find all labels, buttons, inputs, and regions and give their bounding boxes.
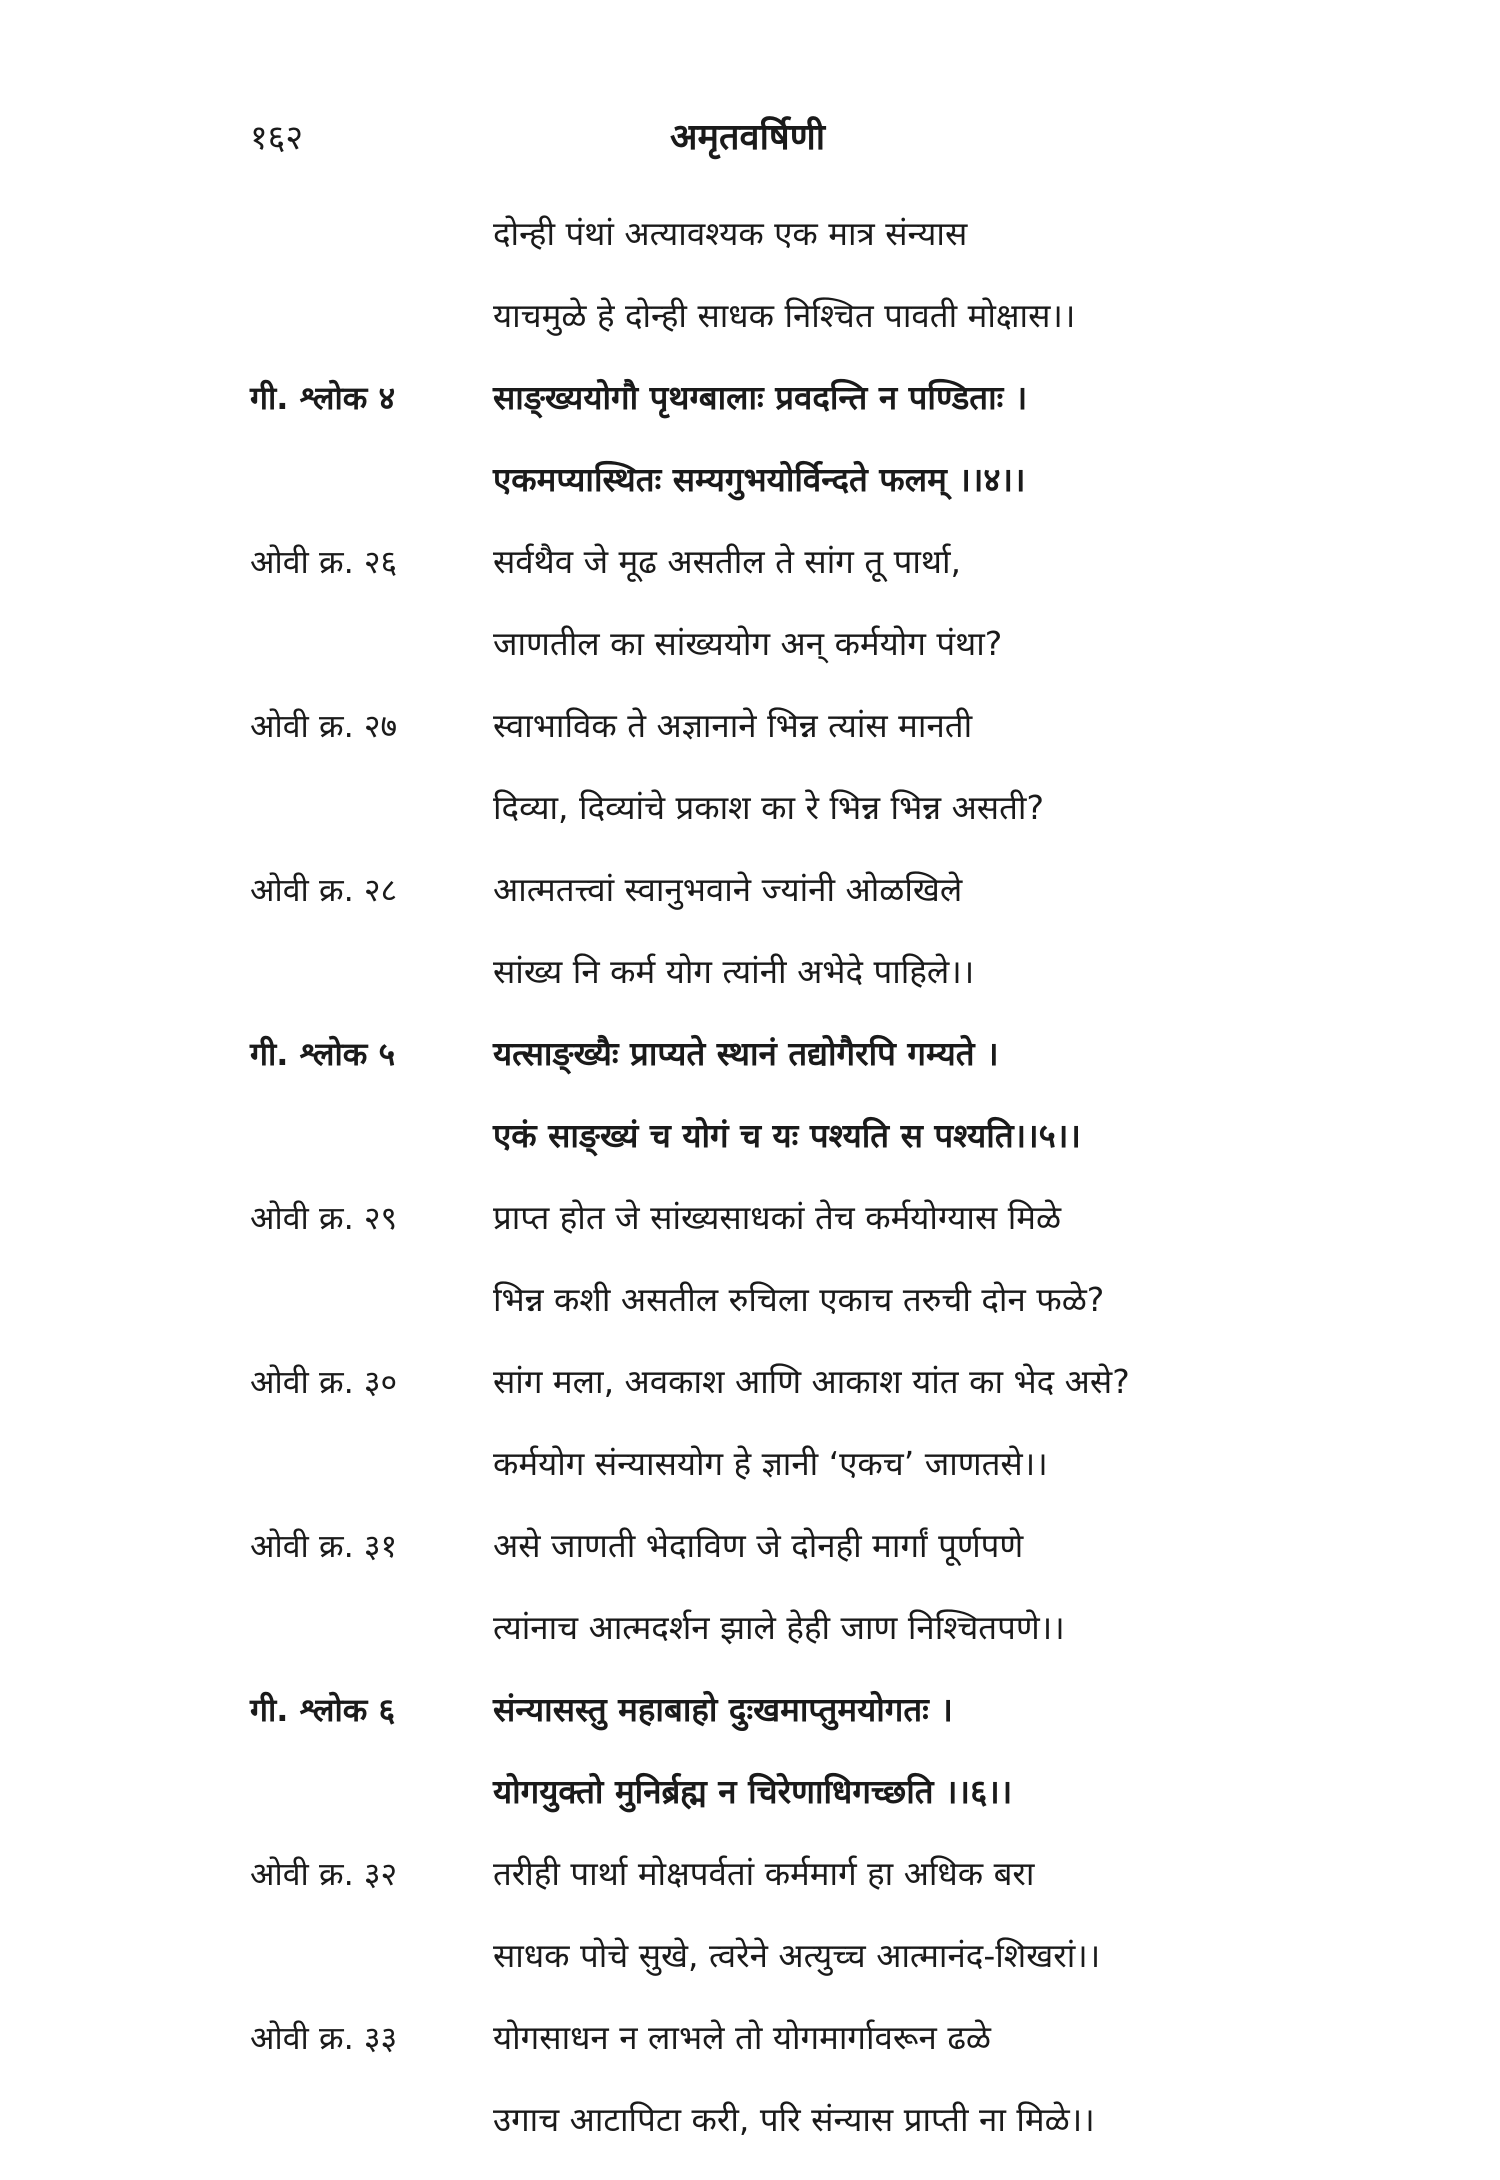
ovi-text: सांग मला, अवकाश आणि आकाश यांत का भेद असे? <box>493 1362 1130 1401</box>
verse-label: ओवी क्र. २६ <box>250 543 398 581</box>
ovi-text: जाणतील का सांख्ययोग अन् कर्मयोग पंथा? <box>493 624 1003 663</box>
verse-line <box>0 1114 1500 1196</box>
verse-line <box>0 1196 1500 1278</box>
ovi-text: त्यांनाच आत्मदर्शन झाले हेही जाण निश्चितपणे।। <box>493 1608 1065 1647</box>
ovi-text: सर्वथैव जे मूढ असतील ते सांग तू पार्था, <box>493 542 962 581</box>
verse-body <box>0 212 1500 2180</box>
verse-line <box>0 1524 1500 1606</box>
verse-line <box>0 704 1500 786</box>
verse-line <box>0 786 1500 868</box>
verse-label: ओवी क्र. २८ <box>250 871 398 909</box>
verse-label: ओवी क्र. ३० <box>250 1363 398 1401</box>
shloka-text: संन्यासस्तु महाबाहो दुःखमाप्तुमयोगतः । <box>493 1690 953 1729</box>
shloka-text: यत्साङ्ख्यैः प्राप्यते स्थानं तद्योगैरपि गम्यते । <box>493 1034 999 1073</box>
verse-line <box>0 212 1500 294</box>
verse-label: ओवी क्र. ३३ <box>250 2019 398 2057</box>
verse-label: ओवी क्र. ३२ <box>250 1855 398 1893</box>
verse-label: ओवी क्र. २७ <box>250 707 398 745</box>
verse-label: ओवी क्र. २९ <box>250 1199 398 1237</box>
verse-line <box>0 376 1500 458</box>
verse-label: गी. श्लोक ६ <box>250 1691 396 1729</box>
shloka-text: साङ्ख्ययोगौ पृथग्बालाः प्रवदन्ति न पण्डिताः । <box>493 378 1028 417</box>
verse-label: गी. श्लोक ५ <box>250 1035 396 1073</box>
verse-line <box>0 2098 1500 2180</box>
ovi-text: योगसाधन न लाभले तो योगमार्गावरून ढळे <box>493 2018 991 2057</box>
ovi-text: स्वाभाविक ते अज्ञानाने भिन्न त्यांस मानती <box>493 706 973 745</box>
verse-line <box>0 622 1500 704</box>
verse-line <box>0 868 1500 950</box>
ovi-text: सांख्य नि कर्म योग त्यांनी अभेदे पाहिले।। <box>493 952 975 991</box>
ovi-text: असे जाणती भेदाविण जे दोनही मार्गां पूर्णपणे <box>493 1526 1024 1565</box>
verse-line <box>0 294 1500 376</box>
ovi-text: साधक पोचे सुखे, त्वरेने अत्युच्च आत्मानंद-शिखरां।। <box>493 1936 1101 1975</box>
verse-line <box>0 1360 1500 1442</box>
verse-line <box>0 1606 1500 1688</box>
verse-line <box>0 1770 1500 1852</box>
verse-line <box>0 458 1500 540</box>
verse-line <box>0 1442 1500 1524</box>
ovi-text: दोन्ही पंथां अत्यावश्यक एक मात्र संन्यास <box>493 214 968 253</box>
verse-line <box>0 1852 1500 1934</box>
verse-line <box>0 540 1500 622</box>
verse-line <box>0 1278 1500 1360</box>
ovi-text: भिन्न कशी असतील रुचिला एकाच तरुची दोन फळे? <box>493 1280 1105 1319</box>
verse-line <box>0 1032 1500 1114</box>
shloka-text: एकमप्यास्थितः सम्यगुभयोर्विन्दते फलम् ।।४।। <box>493 460 1026 499</box>
shloka-text: एकं साङ्ख्यं च योगं च यः पश्यति स पश्यति।।५।। <box>493 1116 1081 1155</box>
shloka-text: योगयुक्तो मुनिर्ब्रह्म न चिरेणाधिगच्छति ।।६।। <box>493 1772 1013 1811</box>
verse-line <box>0 2016 1500 2098</box>
page-number: १६२ <box>250 118 304 158</box>
ovi-text: तरीही पार्था मोक्षपर्वतां कर्ममार्ग हा अधिक बरा <box>493 1854 1035 1893</box>
running-title: अमृतवर्षिणी <box>670 117 826 158</box>
verse-label: ओवी क्र. ३१ <box>250 1527 398 1565</box>
verse-line <box>0 950 1500 1032</box>
ovi-text: कर्मयोग संन्यासयोग हे ज्ञानी ‘एकच’ जाणतसे।। <box>493 1444 1048 1483</box>
verse-label: गी. श्लोक ४ <box>250 379 396 417</box>
page-header <box>250 118 1310 178</box>
ovi-text: आत्मतत्त्वां स्वानुभवाने ज्यांनी ओळखिले <box>493 870 963 909</box>
ovi-text: प्राप्त होत जे सांख्यसाधकां तेच कर्मयोग्यास मिळे <box>493 1198 1062 1237</box>
ovi-text: याचमुळे हे दोन्ही साधक निश्चित पावती मोक्षास।। <box>493 296 1076 335</box>
verse-line <box>0 1688 1500 1770</box>
ovi-text: उगाच आटापिटा करी, परि संन्यास प्राप्ती ना मिळे।। <box>493 2100 1095 2139</box>
verse-line <box>0 1934 1500 2016</box>
ovi-text: दिव्या, दिव्यांचे प्रकाश का रे भिन्न भिन्न असती? <box>493 788 1044 827</box>
